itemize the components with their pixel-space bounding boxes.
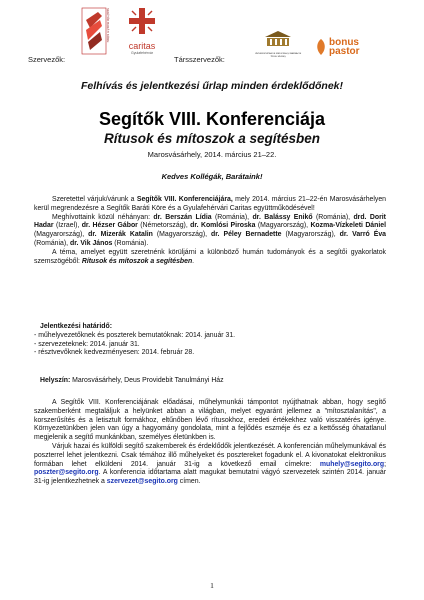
paragraph-speakers: Meghívottaink közül néhányan: dr. Berszán Lídia (Románia), dr. Balássy Enikő (Románia), drd. Dorit Hadar (Izrael), dr. Hézser Gábor (Németország), dr. Komlósi Piroska (Magyarország), Kozma-Vízkeleti Dániel (Magyarország), dr. Mizerák Katalin (Magyarország), dr. Péley Bernadette (Magyarország), dr. Varró Éva (Románia), dr. Vik János (Románia). bbox=[34, 213, 386, 247]
segitok-logo-text: SEGÍTŐK BARÁTI KÖRE bbox=[106, 8, 110, 43]
conference-subtitle: Rítusok és mítoszok a segítésben bbox=[103, 131, 321, 146]
place-date: Marosvásárhely, 2014. március 21–22. bbox=[147, 150, 277, 159]
intro-section bbox=[34, 196, 386, 266]
bonus-pastor-logo-text: bonus pastor bbox=[329, 37, 360, 57]
email-link-szervezet[interactable]: szervezet@segito.org bbox=[106, 478, 178, 486]
university-logo-text: UNIVERSITATEA DE MEDICINĂ ŞI FARMACIE TÎRGU MUREŞ bbox=[254, 53, 302, 58]
conference-title: Segítők VIII. Konferenciája bbox=[98, 109, 326, 129]
deadlines-section bbox=[34, 323, 386, 358]
venue-section bbox=[34, 377, 386, 386]
venue-line: Helyszín: Marosvásárhely, Deus Providebit Tanulmányi Ház bbox=[40, 377, 224, 384]
coorganizers-label: Társszervezők: bbox=[174, 55, 225, 64]
paragraph-topic: A téma, amelyet együtt szeretnénk körüljárni a különböző humán tudományok és a segítői gyakorlatok szemszögéből: Rítusok és mítoszok a segítésben. bbox=[34, 248, 386, 265]
body-section bbox=[34, 399, 386, 487]
deadline-item-organizations: - szervezeteknek: 2014. január 31. bbox=[34, 340, 140, 348]
paragraph-mythology: A Segítők VIII. Konferenciájának előadásai, műhelymunkái támpontot nyújthatnak abban, hogy segítő szakemberként megtaláljuk a helyünket abban a világban, melyet egyaránt jellemez a "mítosztalanítás", a korszerűsítés és a letisztult formákhoz, eltűnőben lévő rítusokhoz, eredeti értékekhez való visszatérés igénye. Környezetünkben jelen van úgy a hagyomány gondolata, mint a fejlődés eszméje és ez a kettősség óhatatlanul megjelenik a segítő munkánkban, személyes életünkben is. bbox=[34, 399, 386, 442]
page-number: 1 bbox=[210, 581, 214, 590]
organizers-label: Szervezők: bbox=[28, 55, 66, 64]
caritas-logo-subtext: Gyulafehérvár bbox=[131, 51, 153, 55]
caritas-logo-text: caritas bbox=[128, 41, 156, 51]
deadlines-heading: Jelentkezési határidő: bbox=[40, 323, 112, 330]
paragraph-application: Várjuk hazai és külföldi segítő szakemberek és érdeklődők jelentkezését. A konferencián műhelymunkával és poszterrel lehet jelentkezni. Csak témához illő műhelyeket és posztereket fogadunk el. A kivonatokat elektronikus formában lehet elküldeni 2014. január 31-ig a következő email címekre: muhely@segito.org; poszter@segito.org. A konferencia időtartama alatt magukat bemutatni vágyó szervezetek szintén 2014. január 31-ig jelentkezhetnek a szervezet@segito.org címen. bbox=[34, 442, 386, 486]
deadline-item-workshops: - műhelyvezetőknek és poszterek bemutatóknak: 2014. január 31. bbox=[34, 331, 236, 339]
bonus-pastor-mark-icon bbox=[314, 38, 328, 56]
deadline-item-participants: - résztvevőknek kedvezményesen: 2014. február 28. bbox=[34, 349, 195, 357]
university-logo bbox=[254, 30, 302, 58]
paragraph-invitation: Szeretettel várjuk/várunk a Segítők VIII. Konferenciájára, mely 2014. március 21–22-én Marosvásárhelyen kerül megrendezésre a Segítők Baráti Köre és a Gyulafehérvári Caritas együttműködésével! bbox=[34, 196, 387, 212]
university-building-icon bbox=[264, 30, 292, 48]
email-link-muhely[interactable]: muhely@segito.org bbox=[319, 460, 385, 468]
caritas-cross-icon bbox=[127, 6, 157, 36]
greeting: Kedves Kollégák, Barátaink! bbox=[161, 172, 263, 181]
logo-header bbox=[0, 0, 424, 64]
call-heading: Felhívás és jelentkezési űrlap minden érdeklődőnek! bbox=[80, 80, 343, 92]
bonus-pastor-logo bbox=[314, 36, 374, 62]
caritas-logo bbox=[120, 6, 164, 58]
email-link-poszter[interactable]: poszter@segito.org bbox=[34, 469, 99, 477]
